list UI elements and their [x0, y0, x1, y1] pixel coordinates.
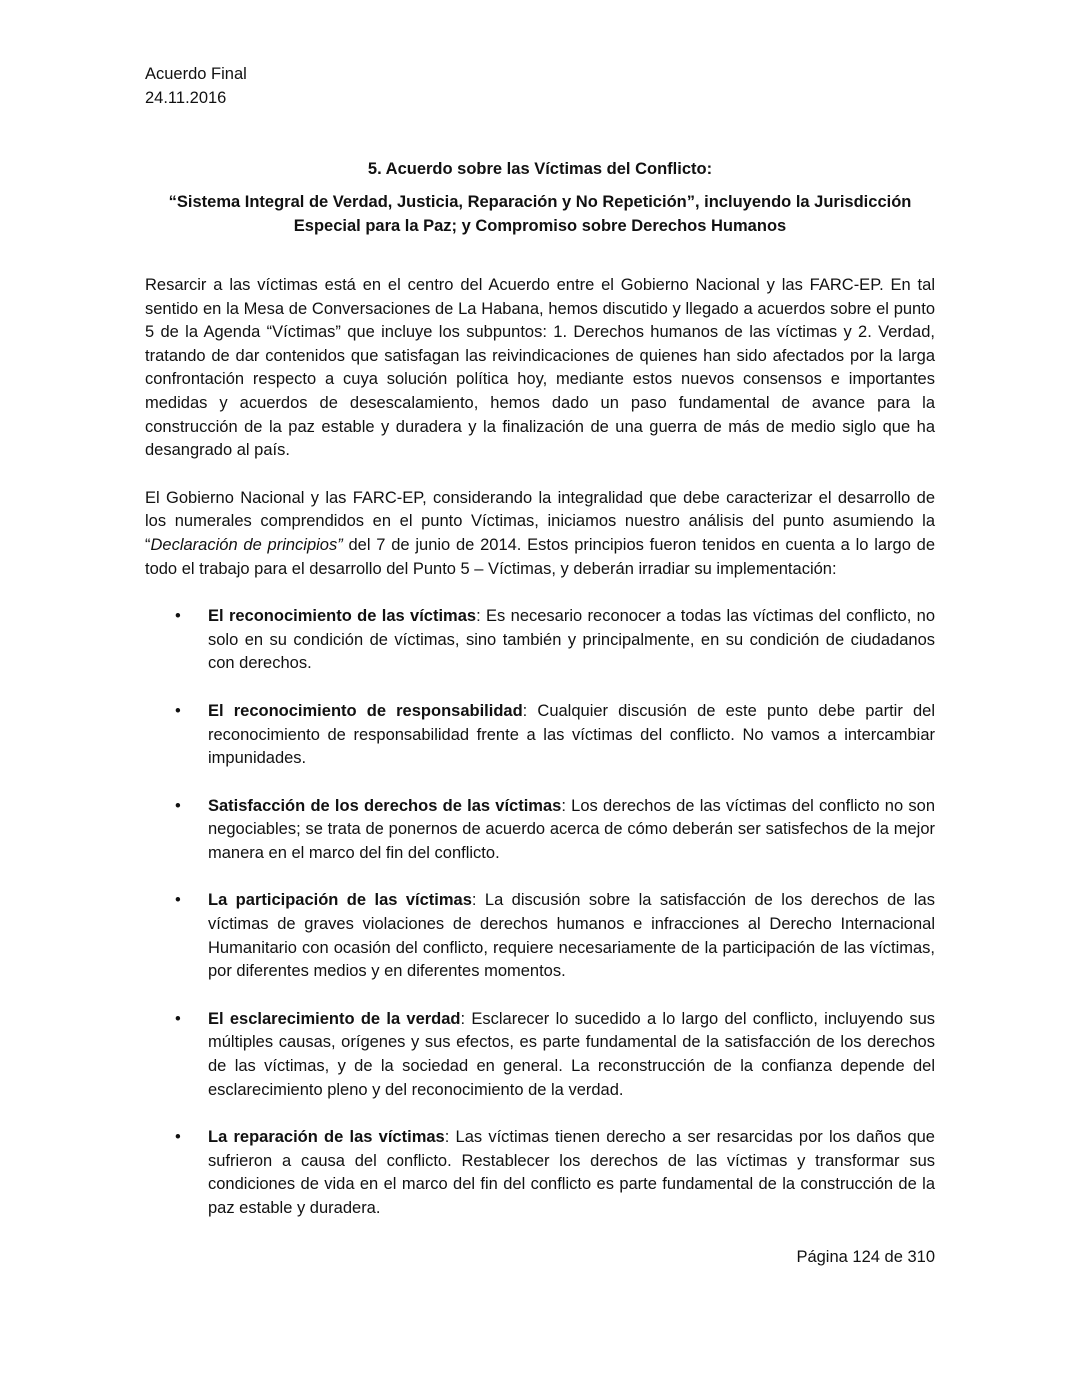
- section-subtitle: “Sistema Integral de Verdad, Justicia, Reparación y No Repetición”, incluyendo la Jurisdicción Especial para la Paz; y Compromiso sobre Derechos Humanos: [168, 193, 912, 235]
- bullet-icon: •: [175, 796, 181, 815]
- principle-heading: Satisfacción de los derechos de las víctimas: [208, 796, 562, 815]
- page-number: Página 124 de 310: [796, 1248, 935, 1266]
- principle-heading: El reconocimiento de responsabilidad: [208, 701, 523, 720]
- bullet-icon: •: [175, 1128, 181, 1147]
- document-date: 24.11.2016: [145, 89, 227, 107]
- principles-intro-text-end: del 7 de junio de 2014. Estos principios fueron tenidos en cuenta a lo largo de todo el trabajo para el desarrollo del Punto 5 – Víctimas, y deberán irradiar su implementación:: [145, 535, 936, 578]
- list-item: [145, 795, 935, 866]
- principles-intro-text-start: El Gobierno Nacional y las FARC-EP, considerando la integralidad que debe caracterizar el desarrollo de los numerales comprendidos en el punto Víctimas, iniciamos nuestro análisis del punto asumiendo la “: [145, 488, 935, 554]
- bullet-icon: •: [175, 701, 181, 720]
- principle-heading: El esclarecimiento de la verdad: [208, 1009, 461, 1028]
- section-title: 5. Acuerdo sobre las Víctimas del Conflicto:: [367, 160, 713, 178]
- list-item: [145, 605, 935, 676]
- principles-list: [145, 605, 935, 1220]
- bullet-icon: •: [175, 1009, 181, 1028]
- intro-paragraph: Resarcir a las víctimas está en el centro del Acuerdo entre el Gobierno Nacional y las FARC-EP. En tal sentido en la Mesa de Conversaciones de La Habana, hemos discutido y llegado a acuerdos sobre el punto 5 de la Agenda “Víctimas” que incluye los subpuntos: 1. Derechos humanos de las víctimas y 2. Verdad, tratando de dar contenidos que satisfagan las reivindicaciones de quienes han sido afectados por la larga confrontación respecto a cuya solución política hoy, mediante estos nuevos consensos e importantes medidas y acuerdos de desescalamiento, hemos dado un paso fundamental de avance para la construcción de la paz estable y duradera y la finalización de una guerra de más de medio siglo que ha desangrado al país.: [145, 276, 935, 460]
- principle-text: : Esclarecer lo sucedido a lo largo del conflicto, incluyendo sus múltiples causas, orígenes y sus efectos, es parte fundamental de la satisfacción de los derechos de las víctimas, y de la sociedad en general. La reconstrucción de la confianza depende del esclarecimiento pleno y del reconocimiento de la verdad.: [208, 1009, 935, 1099]
- principle-heading: La participación de las víctimas: [208, 891, 472, 910]
- declaration-title: Declaración de principios”: [150, 535, 343, 554]
- list-item: [145, 1126, 935, 1220]
- bullet-icon: •: [175, 891, 181, 910]
- document-title: Acuerdo Final: [145, 65, 247, 83]
- principle-text: : Los derechos de las víctimas del conflicto no son negociables; se trata de ponernos de acuerdo acerca de cómo deberán ser satisfechos de la mejor manera en el marco del fin del conflicto.: [208, 796, 935, 862]
- principle-text: : La discusión sobre la satisfacción de los derechos de las víctimas de graves violaciones de derechos humanos e infracciones al Derecho Internacional Humanitario con ocasión del conflicto, requiere necesariamente de la participación de las víctimas, por diferentes medios y en diferentes momentos.: [208, 891, 935, 981]
- list-item: [145, 1008, 935, 1102]
- document-page: [145, 62, 935, 1221]
- principle-text: : Las víctimas tienen derecho a ser resarcidas por los daños que sufrieron a causa del conflicto. Restablecer los derechos de las víctimas y transformar sus condiciones de vida en el marco del fin del conflicto es parte fundamental de la construcción de la paz estable y duradera.: [208, 1128, 935, 1217]
- list-item: [145, 700, 935, 771]
- principles-intro-paragraph: [145, 487, 935, 581]
- principle-heading: El reconocimiento de las víctimas: [208, 607, 477, 626]
- bullet-icon: •: [175, 607, 181, 626]
- list-item: [145, 889, 935, 983]
- principle-heading: La reparación de las víctimas: [208, 1128, 445, 1147]
- principle-text: : Es necesario reconocer a todas las víctimas del conflicto, no solo en su condición de víctimas, sino también y principalmente, en su condición de ciudadanos con derechos.: [208, 607, 935, 673]
- principle-text: : Cualquier discusión de este punto debe partir del reconocimiento de responsabilidad frente a las víctimas del conflicto. No vamos a intercambiar impunidades.: [208, 701, 935, 768]
